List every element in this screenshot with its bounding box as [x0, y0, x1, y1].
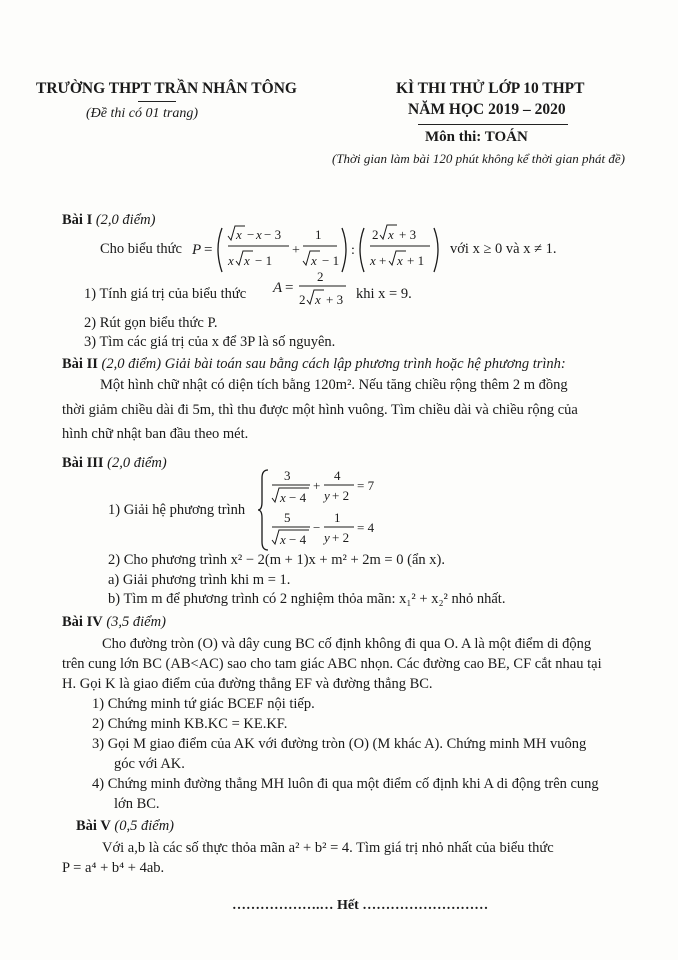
- svg-text:x: x: [228, 253, 234, 268]
- bai2-points: (2,0 điểm): [101, 356, 162, 372]
- bai1-q3: 3) Tìm các giá trị của x để 3P là số nguyên.: [84, 334, 336, 350]
- svg-text:2: 2: [372, 227, 379, 242]
- system-of-equations: [258, 466, 398, 554]
- bai4-q2: 2) Chứng minh KB.KC = KE.KF.: [92, 716, 288, 732]
- bai1-title: Bài I: [62, 212, 93, 228]
- svg-text:− 1: − 1: [255, 253, 273, 268]
- bai1-q2: 2) Rút gọn biểu thức P.: [84, 315, 218, 331]
- bai1-intro: Cho biểu thức: [100, 241, 182, 257]
- svg-text:x: x: [256, 227, 262, 242]
- svg-text:x: x: [315, 292, 321, 307]
- bai4-q4a: 4) Chứng minh đường thẳng MH luôn đi qua một điểm cố định khi A di động trên cung: [92, 776, 599, 792]
- svg-text:+ 1: + 1: [407, 253, 425, 268]
- svg-text:−: −: [313, 520, 321, 535]
- bai4-line3: H. Gọi K là giao điểm của đường thẳng EF và đường thẳng BC.: [62, 676, 433, 692]
- svg-text:x: x: [236, 227, 242, 242]
- bai5-line2: P = a⁴ + b⁴ + 4ab.: [62, 860, 165, 876]
- bai4-q3b: góc với AK.: [114, 756, 185, 772]
- svg-text::: :: [351, 243, 355, 258]
- bai2-line1: Một hình chữ nhật có diện tích bằng 120m². Nếu tăng chiều rộng thêm 2 m đồng: [100, 377, 568, 393]
- bai2-title: Bài II: [62, 356, 98, 372]
- bai2-line2: thời giảm chiều dài đi 5m, thì thu được một hình vuông. Tìm chiều dài và chiều rộng của: [62, 402, 578, 418]
- svg-text:x: x: [388, 227, 394, 242]
- svg-text:− 1: − 1: [322, 253, 340, 268]
- bai5-title: Bài V: [76, 818, 111, 834]
- svg-text:+ 3: + 3: [399, 227, 417, 242]
- svg-text:+: +: [379, 253, 387, 268]
- svg-text:x: x: [244, 253, 250, 268]
- bai1-heading: [62, 212, 155, 229]
- svg-text:x: x: [370, 253, 376, 268]
- svg-text:3: 3: [284, 468, 291, 483]
- svg-text:x: x: [311, 253, 317, 268]
- school-name: TRƯỜNG THPT TRẦN NHÂN TÔNG: [36, 80, 297, 97]
- svg-text:A: A: [273, 280, 283, 296]
- bai3-q1: 1) Giải hệ phương trình: [108, 502, 246, 518]
- bai4-line1: Cho đường tròn (O) và dây cung BC cố định không đi qua O. A là một điểm di động: [102, 636, 592, 652]
- svg-text:4: 4: [334, 468, 341, 483]
- svg-text:+ 2: + 2: [332, 530, 350, 545]
- bai4-heading: [62, 614, 166, 631]
- svg-text:y: y: [324, 488, 330, 503]
- bai5-points: (0,5 điểm): [114, 818, 175, 834]
- svg-text:+ 2: + 2: [332, 488, 350, 503]
- pages-note: (Đề thi có 01 trang): [86, 106, 198, 121]
- bai3-qa: a) Giải phương trình khi m = 1.: [108, 572, 291, 588]
- svg-text:2: 2: [299, 292, 306, 307]
- exam-title: KÌ THI THỬ LỚP 10 THPT: [396, 80, 585, 97]
- school-year: NĂM HỌC 2019 – 2020: [408, 101, 566, 118]
- bai4-q1: 1) Chứng minh tứ giác BCEF nội tiếp.: [92, 696, 315, 712]
- svg-text:= 4: = 4: [357, 520, 375, 535]
- bai5-line1: Với a,b là các số thực thỏa mãn a² + b² = 4. Tìm giá trị nhỏ nhất của biểu thức: [102, 840, 554, 856]
- svg-text:+: +: [313, 478, 321, 493]
- svg-text:− 4: − 4: [289, 490, 307, 505]
- bai5-heading: [76, 818, 174, 835]
- bai1-q1-before: 1) Tính giá trị của biểu thức: [84, 286, 247, 302]
- bai4-line2: trên cung lớn BC (AB<AC) sao cho tam giác ABC nhọn. Các đường cao BE, CF cắt nhau tại: [62, 656, 602, 672]
- end-marker: ……………….… Hết ………………………: [232, 898, 489, 913]
- svg-text:= 7: = 7: [357, 478, 375, 493]
- bai3-points: (2,0 điểm): [107, 455, 167, 471]
- svg-text:y: y: [324, 530, 330, 545]
- bai2-heading: [62, 356, 566, 373]
- bai2-instruction: Giải bài toán sau bằng cách lập phương trình hoặc hệ phương trình:: [164, 356, 566, 372]
- svg-text:− 4: − 4: [289, 532, 307, 547]
- svg-text:5: 5: [284, 510, 291, 525]
- svg-text:2: 2: [317, 269, 324, 284]
- bai3-q2: 2) Cho phương trình x² − 2(m + 1)x + m² + 2m = 0 (ẩn x).: [108, 552, 445, 568]
- bai3-title: Bài III: [62, 455, 104, 471]
- header-underline-left: [138, 101, 176, 102]
- bai4-q4b: lớn BC.: [114, 796, 160, 812]
- bai1-q1-after: khi x = 9.: [356, 286, 412, 302]
- subject: Môn thi: TOÁN: [425, 129, 528, 145]
- bai4-points: (3,5 điểm): [106, 614, 166, 630]
- svg-text:=: =: [285, 280, 294, 296]
- svg-text:−: −: [247, 227, 255, 242]
- svg-text:x: x: [280, 532, 286, 547]
- bai1-condition: với x ≥ 0 và x ≠ 1.: [450, 241, 557, 257]
- bai4-q3a: 3) Gọi M giao điểm của AK với đường tròn (O) (M khác A). Chứng minh MH vuông: [92, 736, 587, 752]
- bai2-line3: hình chữ nhật ban đầu theo mét.: [62, 426, 249, 442]
- svg-text:x: x: [397, 253, 403, 268]
- header-underline-right: [418, 124, 568, 125]
- bai3-heading: [62, 455, 167, 472]
- svg-text:P: P: [192, 242, 202, 258]
- svg-text:+ 3: + 3: [326, 292, 344, 307]
- bai3-qb: b) Tìm m để phương trình có 2 nghiệm thỏa mãn: x₁² + x₂² nhỏ nhất.: [108, 591, 506, 607]
- bai1-points: (2,0 điểm): [95, 212, 156, 228]
- svg-text:− 3: − 3: [264, 227, 282, 242]
- bai4-title: Bài IV: [62, 614, 103, 630]
- svg-text:1: 1: [334, 510, 341, 525]
- svg-text:+: +: [292, 243, 300, 258]
- time-note: (Thời gian làm bài 120 phút không kể thời gian phát đề): [332, 151, 625, 166]
- svg-text:=: =: [204, 242, 213, 258]
- svg-text:1: 1: [315, 227, 322, 242]
- svg-text:x: x: [280, 490, 286, 505]
